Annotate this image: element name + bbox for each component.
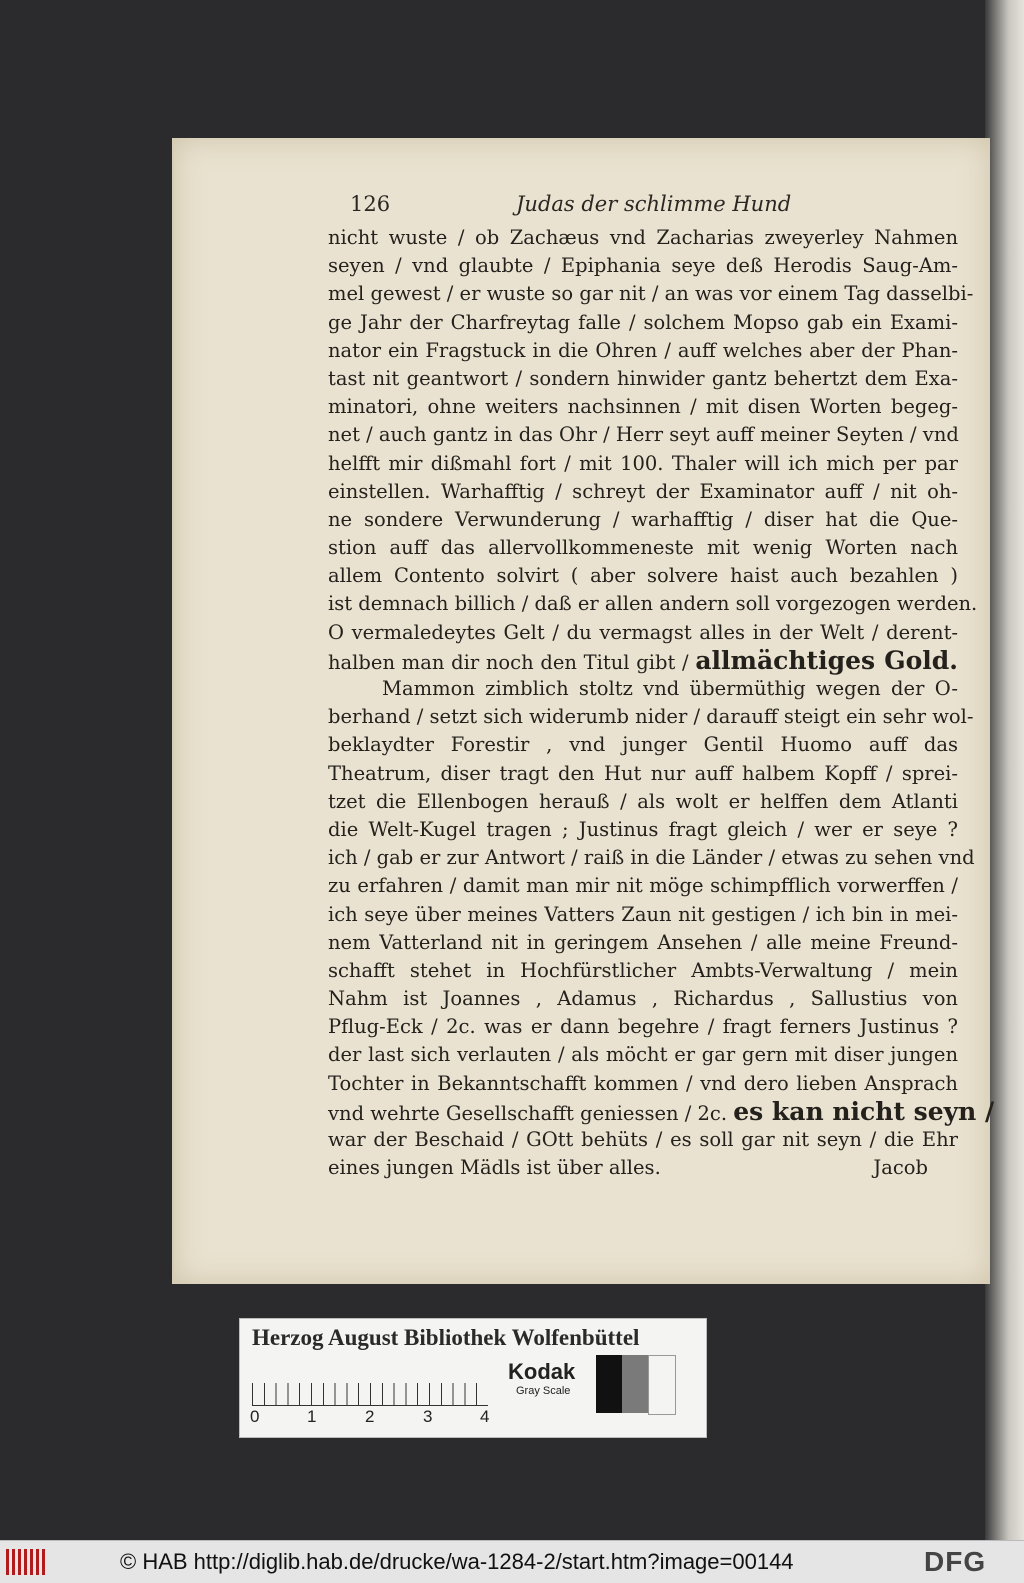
text-line [328,450,958,478]
text-line [328,788,958,816]
text-line-content: allem Contento solvirt ( aber solvere haist auch bezahlen ) [328,564,958,588]
text-line-content: stion auff das allervollkommeneste mit wenig Worten nach [328,536,958,560]
text-line [328,1154,958,1182]
text-line-content: Pflug-Eck / 2c. was er dann begehre / fragt ferners Justinus ? [328,1015,958,1039]
text-line [328,1013,958,1041]
text-line-content: minatori, ohne weiters nachsinnen / mit disen Worten begeg- [328,395,958,419]
text-line-content: nicht wuste / ob Zachæus vnd Zacharias zweyerley Nahmen [328,226,958,249]
text-line-content: die Welt-Kugel tragen ; Justinus fragt gleich / wer er seye ? [328,817,958,841]
text-line-content: nem Vatterland nit in geringem Ansehen / alle meine Freund- [328,930,958,954]
body-text [328,224,995,1182]
text-line-content: nator ein Fragstuck in die Ohren / auff welches aber der Phan- [328,338,958,362]
text-line [328,872,958,900]
text-line [328,675,958,703]
text-line [328,337,958,365]
ruler-label: 3 [423,1407,433,1426]
text-line-content: tast nit geantwort / sondern hinwider gantz behertzt dem Exa- [328,366,958,390]
ruler [252,1365,488,1406]
text-line [328,1041,958,1069]
ruler-label: 1 [307,1407,317,1426]
text-line [328,929,958,957]
footer-bar [0,1540,1024,1583]
text-line-content: berhand / setzt sich widerumb nider / darauff steigt ein sehr wol- [328,705,974,729]
text-line-content: zu erfahren / damit man mir nit möge schimpfflich vorwerffen / [328,874,958,898]
text-line [328,280,974,308]
text-line-content: net / auch gantz in das Ohr / Herr seyt auff meiner Seyten / vnd [328,423,959,447]
text-line [328,393,958,421]
emphasized-text: es kan nicht seyn / [733,1096,995,1126]
text-line [328,562,958,590]
text-line-content: ich / gab er zur Antwort / raiß in die Länder / etwas zu sehen vnd [328,846,975,870]
text-line-content: seyen / vnd glaubte / Epiphania seye deß Herodis Saug-Am- [328,254,958,278]
ruler-label: 0 [250,1407,260,1426]
text-line-content: ge Jahr der Charfreytag falle / solchem Mopso gab ein Exami- [328,310,958,334]
text-line [328,731,958,759]
text-line [328,365,958,393]
text-line [328,534,958,562]
running-head: Judas der schlimme Hund [516,192,792,216]
text-line [328,421,958,449]
text-line [328,590,978,618]
page-number: 126 [350,192,391,216]
text-line-content: halben man dir noch den Titul gibt / [328,650,689,674]
text-line [328,901,958,929]
text-line [328,309,958,337]
hab-logo-icon [6,1549,46,1575]
kodak-logo: Kodak [508,1359,576,1384]
text-line-content: der last sich verlauten / als möcht er gar gern mit diser jungen [328,1043,958,1067]
book-page [172,138,995,1284]
text-line [328,506,958,534]
text-line-content: eines jungen Mädls ist über alles. [328,1156,661,1180]
text-line-content: Tochter in Bekanntschafft kommen / vnd dero lieben Ansprach [328,1071,958,1095]
text-line [328,478,958,506]
library-name: Herzog August Bibliothek Wolfenbüttel [252,1325,640,1350]
text-line [328,703,974,731]
emphasized-text: allmächtiges Gold. [695,645,958,675]
text-line [328,985,958,1013]
text-line [328,1096,995,1126]
text-line-content: Mammon zimblich stoltz vnd übermüthig wegen der O- [382,677,958,700]
copyright-link[interactable]: © HAB http://diglib.hab.de/drucke/wa-1284-2/start.htm?image=00144 [120,1549,794,1574]
gray-patch-mid [622,1355,648,1413]
text-line-content: tzet die Ellenbogen herauß / als wolt er helffen dem Atlanti [328,789,958,813]
text-line-content: war der Beschaid / GOtt behüts / es soll gar nit seyn / die Ehr [328,1128,958,1151]
text-line-content: einstellen. Warhafftig / schreyt der Examinator auff / nit oh- [328,479,958,503]
text-line [328,760,958,788]
text-line-content: helfft mir dißmahl fort / mit 100. Thaler will ich mich per par [328,451,958,475]
text-line-content: Nahm ist Joannes , Adamus , Richardus , Sallustius von [328,987,958,1011]
book-edge [985,0,1024,1540]
text-line-content: schafft stehet in Hochfürstlicher Ambts-Verwaltung / mein [328,958,958,982]
text-line-content: ich seye über meines Vatters Zaun nit gestigen / ich bin in mei- [328,902,958,926]
gray-patch-black [596,1355,622,1413]
text-line [328,647,958,675]
text-line-content: mel gewest / er wuste so gar nit / an was vor einem Tag dasselbi- [328,282,974,306]
color-scale-card [239,1318,707,1438]
text-line-content: ist demnach billich / daß er allen andern soll vorgezogen werden. [328,592,978,616]
ruler-label: 2 [365,1407,375,1426]
text-line [328,224,958,252]
text-line [328,619,958,647]
catchword: Jacob [873,1156,928,1180]
gray-patch-white [648,1355,676,1415]
ruler-label: 4 [480,1407,490,1426]
text-line [328,844,975,872]
text-line [328,957,958,985]
dfg-logo: DFG [924,1546,987,1577]
text-line [328,1126,958,1154]
text-line-content: Theatrum, diser tragt den Hut nur auff halbem Kopff / sprei- [328,761,958,785]
page-header [350,192,950,222]
text-line [328,1070,958,1098]
text-line [328,252,958,280]
text-line-content: beklaydter Forestir , vnd junger Gentil Huomo auff das [328,733,958,757]
text-line-content: ne sondere Verwunderung / warhafftig / diser hat die Que- [328,507,958,531]
text-line [328,816,958,844]
text-line-content: O vermaledeytes Gelt / du vermagst alles in der Welt / derent- [328,620,958,644]
kodak-subtitle: Gray Scale [516,1385,571,1397]
text-line-content: vnd wehrte Gesellschafft geniessen / 2c. [328,1101,728,1125]
